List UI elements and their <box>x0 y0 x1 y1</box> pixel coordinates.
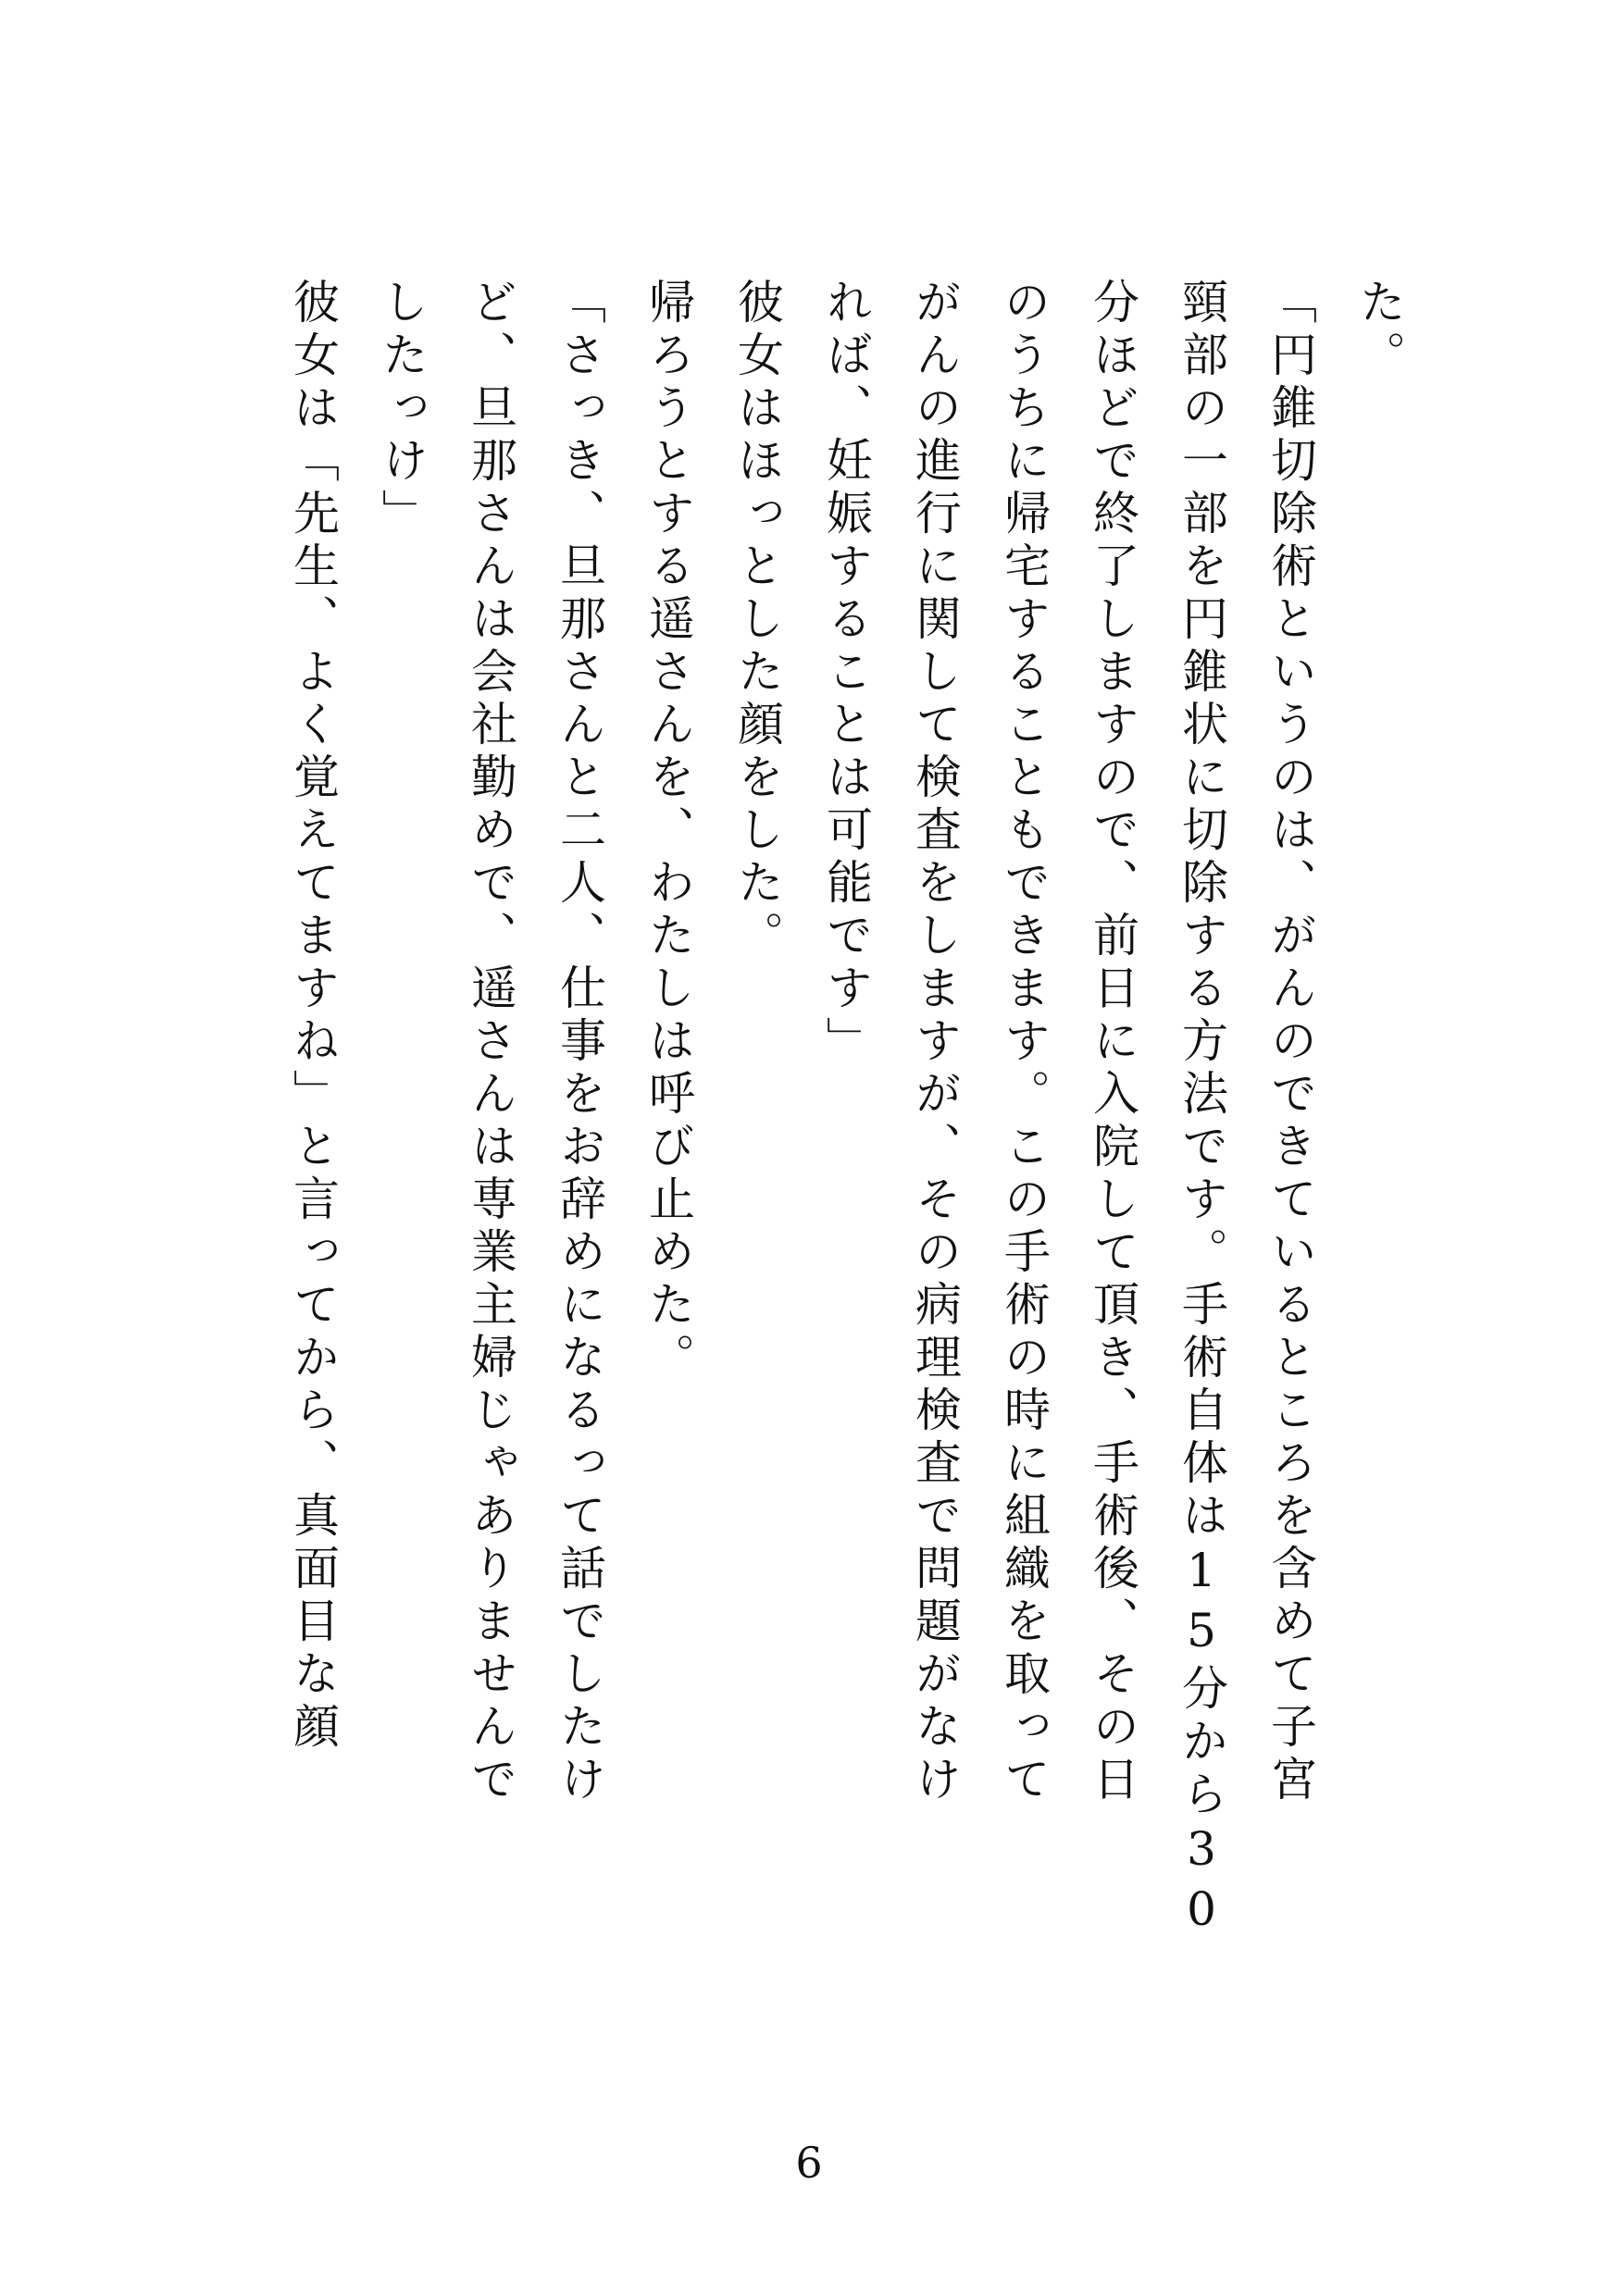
text-line-7: れば、妊娠することは可能です」 <box>819 278 873 1069</box>
text-line-4: 分ほどで終了しますので、前日に入院して頂き、手術後、その日 <box>1086 278 1139 1807</box>
vertical-text-body <box>268 278 1424 2036</box>
text-line-2: 「円錐切除術というのは、がんのできているところを含めて子宮 <box>1263 278 1317 1807</box>
text-line-12: したっけ」 <box>375 278 429 541</box>
text-line-1: た。 <box>1352 278 1406 383</box>
text-line-9: 帰ろうとする遥さんを、わたしは呼び止めた。 <box>641 278 695 1385</box>
text-line-8: 彼女はほっとした顔をした。 <box>730 278 784 963</box>
text-line-11: ど、旦那さんは会社勤めで、遥さんは専業主婦じゃありませんで <box>464 278 517 1807</box>
text-line-6: がんの進行に関して検査をしますが、その病理検査で問題がなけ <box>908 278 962 1807</box>
page-number: 6 <box>795 2138 823 2188</box>
text-line-5: のうちに帰宅することもできます。この手術の時に組織を取って <box>997 278 1051 1807</box>
text-line-13: 彼女は「先生、よく覚えてますね」と言ってから、真面目な顔 <box>286 278 340 1755</box>
text-line-10: 「さっき、旦那さんと二人、仕事をお辞めになるって話でしたけ <box>553 278 606 1807</box>
text-line-3: 頸部の一部を円錐状に切除する方法です。手術自体は15分から30 <box>1175 278 1228 1942</box>
